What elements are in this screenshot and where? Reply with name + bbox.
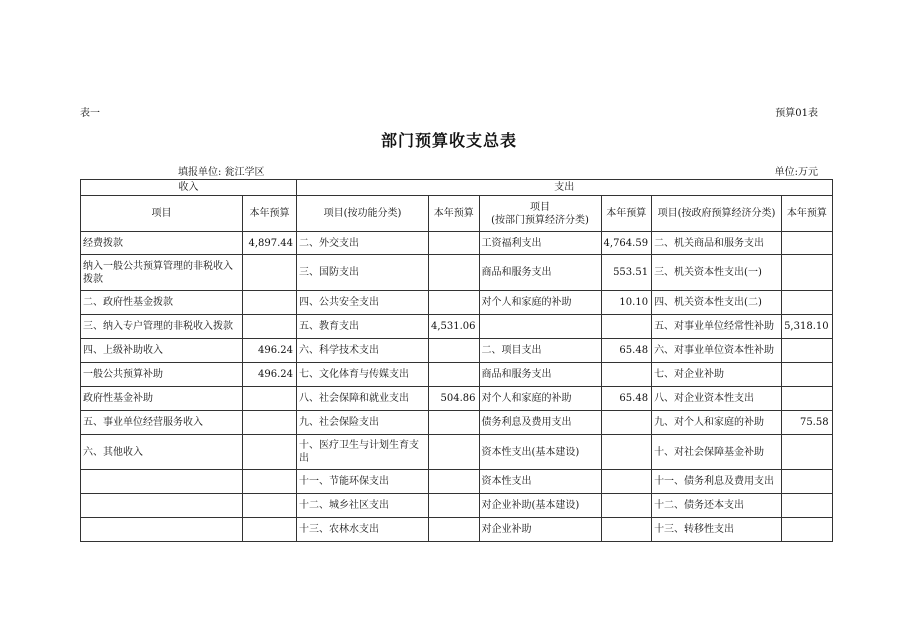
item-cell: 十、医疗卫生与计划生育支出 [297,435,429,470]
amount-cell [601,411,652,435]
col-header: 本年预算 [429,196,480,232]
item-cell: 对企业补助 [479,518,601,542]
amount-cell: 553.51 [601,255,652,291]
item-cell: 九、对个人和家庭的补助 [652,411,782,435]
item-cell: 五、教育支出 [297,315,429,339]
item-cell: 十、对社会保障基金补助 [652,435,782,470]
item-cell: 纳入一般公共预算管理的非税收入拨款 [81,255,243,291]
table-row [81,232,833,255]
item-cell: 十二、债务还本支出 [652,494,782,518]
amount-cell [782,435,833,470]
expense-group-header: 支出 [297,180,833,196]
amount-cell: 5,318.10 [782,315,833,339]
item-cell: 二、政府性基金拨款 [81,291,243,315]
col-header: 项目(按政府预算经济分类) [652,196,782,232]
table-row [81,291,833,315]
table-row [81,518,833,542]
item-cell [81,518,243,542]
amount-cell: 4,764.59 [601,232,652,255]
item-cell: 二、外交支出 [297,232,429,255]
group-header-row [81,180,833,196]
item-cell: 六、其他收入 [81,435,243,470]
item-cell: 债务利息及费用支出 [479,411,601,435]
amount-cell [782,470,833,494]
item-cell: 七、对企业补助 [652,363,782,387]
amount-cell: 75.58 [782,411,833,435]
item-cell: 十三、农林水支出 [297,518,429,542]
amount-cell [429,518,480,542]
table-row [81,387,833,411]
amount-cell [601,470,652,494]
table-row [81,494,833,518]
item-cell: 二、项目支出 [479,339,601,363]
item-cell: 对企业补助(基本建设) [479,494,601,518]
page-title: 部门预算收支总表 [380,131,517,150]
amount-cell [429,470,480,494]
item-cell: 对个人和家庭的补助 [479,387,601,411]
amount-cell [243,315,297,339]
item-cell: 七、文化体育与传媒支出 [297,363,429,387]
amount-cell [601,518,652,542]
amount-cell [429,255,480,291]
item-cell: 二、机关商品和服务支出 [652,232,782,255]
table-row [81,315,833,339]
amount-cell [429,494,480,518]
item-cell: 一般公共预算补助 [81,363,243,387]
amount-cell [429,232,480,255]
amount-cell: 65.48 [601,387,652,411]
amount-cell: 496.24 [243,339,297,363]
amount-cell: 4,531.06 [429,315,480,339]
amount-cell [429,291,480,315]
col-header: 项目 [81,196,243,232]
amount-cell [782,291,833,315]
item-cell: 十一、债务利息及费用支出 [652,470,782,494]
col-header: 本年预算 [601,196,652,232]
item-cell: 商品和服务支出 [479,363,601,387]
table-row [81,411,833,435]
item-cell: 五、对事业单位经常性补助 [652,315,782,339]
item-cell: 四、上级补助收入 [81,339,243,363]
amount-cell [429,411,480,435]
amount-cell [429,435,480,470]
amount-cell [243,494,297,518]
item-cell: 六、对事业单位资本性补助 [652,339,782,363]
amount-cell [243,255,297,291]
amount-cell [429,363,480,387]
amount-cell [782,518,833,542]
item-cell: 五、事业单位经营服务收入 [81,411,243,435]
item-cell [479,315,601,339]
budget-table-body [81,180,833,542]
amount-cell: 504.86 [429,387,480,411]
amount-cell [601,435,652,470]
item-cell: 四、机关资本性支出(二) [652,291,782,315]
amount-cell [782,232,833,255]
amount-cell: 496.24 [243,363,297,387]
amount-cell [601,494,652,518]
item-cell: 四、公共安全支出 [297,291,429,315]
col-header: 项目(按功能分类) [297,196,429,232]
amount-cell [782,339,833,363]
item-cell: 商品和服务支出 [479,255,601,291]
currency-unit: 单位:万元 [774,167,818,178]
col-header: 项目 (按部门预算经济分类) [479,196,601,232]
amount-cell: 10.10 [601,291,652,315]
amount-cell [601,315,652,339]
item-cell: 对个人和家庭的补助 [479,291,601,315]
col-header: 本年预算 [782,196,833,232]
income-group-header: 收入 [81,180,297,196]
table-row [81,470,833,494]
reporting-unit: 填报单位: 瓮江学区 [178,167,265,178]
column-header-row [81,196,833,232]
amount-cell [429,339,480,363]
table-number: 表一 [80,108,100,119]
item-cell [81,470,243,494]
amount-cell [782,363,833,387]
item-cell: 资本性支出(基本建设) [479,435,601,470]
item-cell: 三、机关资本性支出(一) [652,255,782,291]
amount-cell [243,470,297,494]
item-cell: 九、社会保险支出 [297,411,429,435]
table-row [81,255,833,291]
amount-cell: 65.48 [601,339,652,363]
item-cell: 十三、转移性支出 [652,518,782,542]
amount-cell [243,435,297,470]
item-cell: 工资福利支出 [479,232,601,255]
amount-cell [243,411,297,435]
amount-cell [243,387,297,411]
amount-cell [601,363,652,387]
budget-table [80,179,833,542]
item-cell [81,494,243,518]
item-cell: 十一、节能环保支出 [297,470,429,494]
item-cell: 六、科学技术支出 [297,339,429,363]
table-row [81,363,833,387]
item-cell: 政府性基金补助 [81,387,243,411]
item-cell: 八、社会保障和就业支出 [297,387,429,411]
item-cell: 八、对企业资本性支出 [652,387,782,411]
amount-cell: 4,897.44 [243,232,297,255]
form-code: 预算01表 [775,108,818,119]
amount-cell [243,518,297,542]
table-row [81,435,833,470]
item-cell: 资本性支出 [479,470,601,494]
amount-cell [243,291,297,315]
item-cell: 三、纳入专户管理的非税收入拨款 [81,315,243,339]
item-cell: 三、国防支出 [297,255,429,291]
amount-cell [782,255,833,291]
col-header: 本年预算 [243,196,297,232]
amount-cell [782,494,833,518]
item-cell: 经费拨款 [81,232,243,255]
table-row [81,339,833,363]
item-cell: 十二、城乡社区支出 [297,494,429,518]
amount-cell [782,387,833,411]
